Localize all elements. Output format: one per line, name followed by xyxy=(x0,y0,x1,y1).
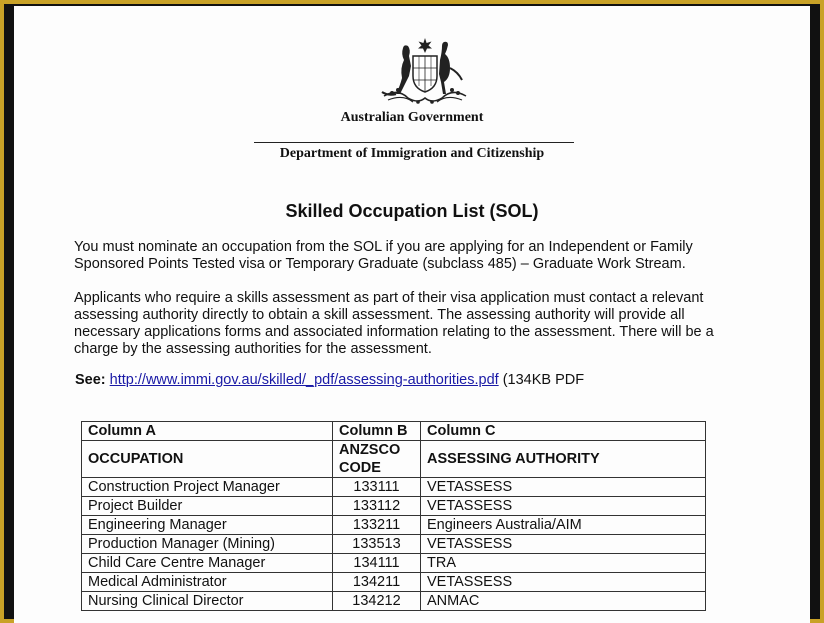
occupation-cell: Construction Project Manager xyxy=(82,478,333,497)
assessment-paragraph: Applicants who require a skills assessment as part of their visa application must contact a relevant assessing authority directly to obtain a skill assessment. The assessing authority will provide all necessary applications forms and associated information relating to the assessment. There will be a charge by the assessing authorities for the assessment. xyxy=(74,290,714,357)
occupation-cell: Medical Administrator xyxy=(82,573,333,592)
document-page xyxy=(14,6,810,623)
authority-cell: VETASSESS xyxy=(421,478,706,497)
document-title: Skilled Occupation List (SOL) xyxy=(285,201,539,221)
authority-cell: TRA xyxy=(421,554,706,573)
code-cell: 133111 xyxy=(333,478,421,497)
occupation-table xyxy=(81,421,706,611)
occupation-cell: Engineering Manager xyxy=(82,516,333,535)
code-cell: 133211 xyxy=(333,516,421,535)
see-reference xyxy=(75,372,584,388)
column-b-header: Column B xyxy=(333,422,421,441)
assessing-authorities-link[interactable]: http://www.immi.gov.au/skilled/_pdf/assessing-authorities.pdf xyxy=(109,372,499,388)
see-label: See: xyxy=(75,372,106,388)
code-cell: 134111 xyxy=(333,554,421,573)
code-cell: 134212 xyxy=(333,592,421,611)
occupation-cell: Production Manager (Mining) xyxy=(82,535,333,554)
occupation-cell: Project Builder xyxy=(82,497,333,516)
occupation-header: OCCUPATION xyxy=(82,441,333,478)
header-divider xyxy=(254,142,574,143)
table-row xyxy=(82,516,706,535)
intro-paragraph: You must nominate an occupation from the SOL if you are applying for an Independent or Family Sponsored Points Tested visa or Temporary Graduate (subclass 485) – Graduate Work Stream. xyxy=(74,239,693,272)
code-cell: 133513 xyxy=(333,535,421,554)
occupation-cell: Nursing Clinical Director xyxy=(82,592,333,611)
table-row xyxy=(82,497,706,516)
government-name: Australian Government xyxy=(340,110,484,125)
authority-cell: VETASSESS xyxy=(421,573,706,592)
column-c-header: Column C xyxy=(421,422,706,441)
table-row xyxy=(82,573,706,592)
coat-of-arms-icon xyxy=(378,36,472,108)
anzsco-code-header: ANZSCO CODE xyxy=(333,441,421,478)
table-row xyxy=(82,535,706,554)
department-name: Department of Immigration and Citizenship xyxy=(279,146,545,161)
occupation-cell: Child Care Centre Manager xyxy=(82,554,333,573)
authority-cell: ANMAC xyxy=(421,592,706,611)
code-cell: 133112 xyxy=(333,497,421,516)
authority-cell: VETASSESS xyxy=(421,497,706,516)
see-suffix: (134KB PDF xyxy=(502,372,585,388)
column-a-header: Column A xyxy=(82,422,333,441)
authority-cell: VETASSESS xyxy=(421,535,706,554)
table-header-row xyxy=(82,441,706,478)
table-row xyxy=(82,592,706,611)
authority-cell: Engineers Australia/AIM xyxy=(421,516,706,535)
assessing-authority-header: ASSESSING AUTHORITY xyxy=(421,441,706,478)
code-cell: 134211 xyxy=(333,573,421,592)
table-row xyxy=(82,478,706,497)
table-column-row xyxy=(82,422,706,441)
table-row xyxy=(82,554,706,573)
